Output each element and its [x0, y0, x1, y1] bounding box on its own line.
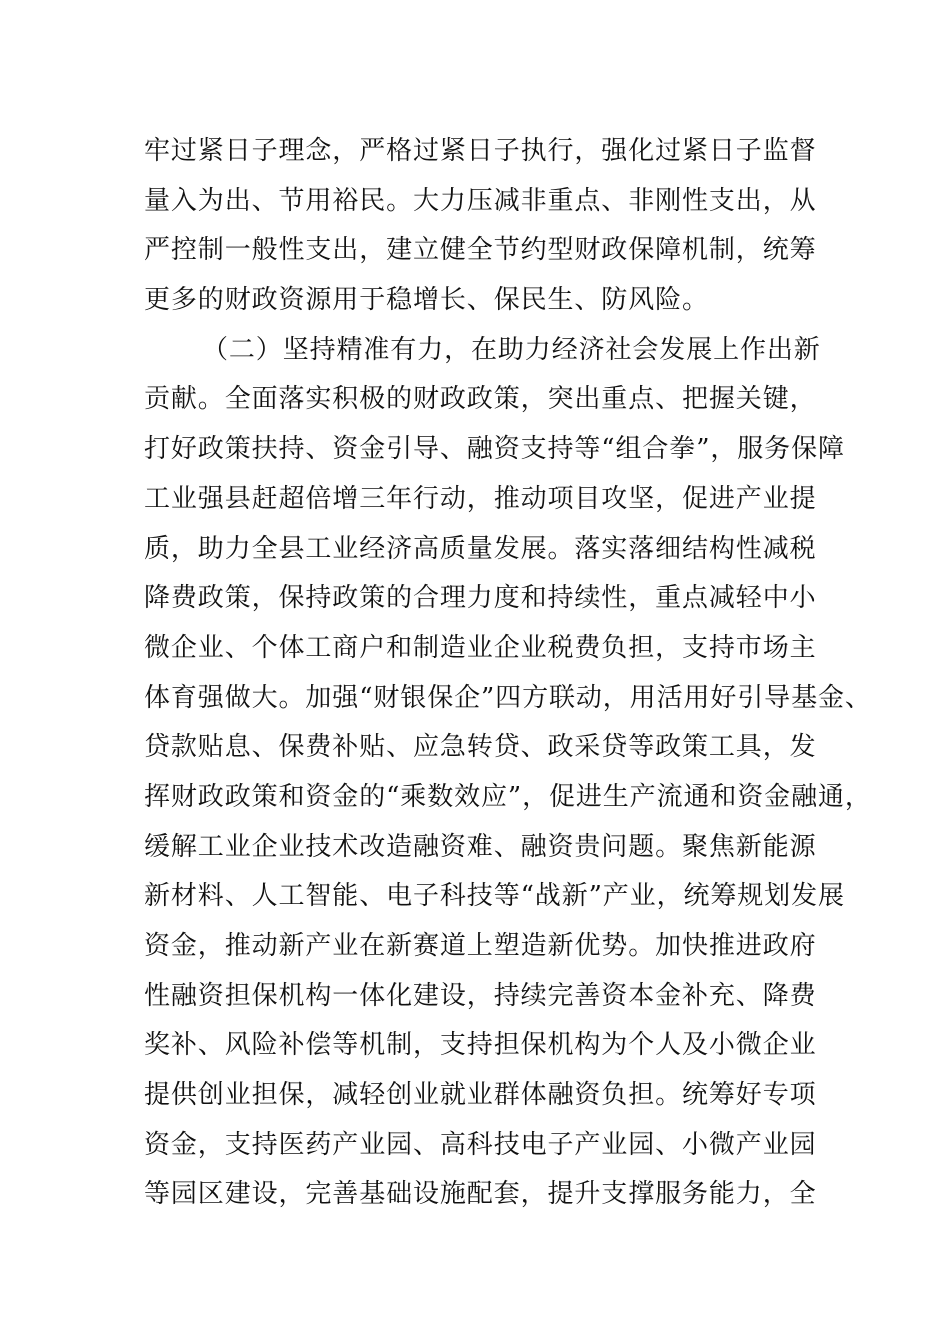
text-line: 缓解工业企业技术改造融资难、融资贵问题。聚焦新能源: [144, 831, 817, 862]
text-line: 量入为出、节用裕民。大力压减非重点、非刚性支出，从: [144, 185, 817, 216]
text-line: 微企业、个体工商户和制造业企业税费负担，支持市场主: [144, 632, 817, 663]
text-line: 贡献。全面落实积极的财政政策，突出重点、把握关键，: [144, 384, 817, 415]
text-line: 牢过紧日子理念，严格过紧日子执行，强化过紧日子监督: [144, 136, 817, 166]
text-line: 更多的财政资源用于稳增长、保民生、防风险。: [144, 285, 709, 316]
text-line: 贷款贴息、保费补贴、应急转贷、政采贷等政策工具，发: [144, 732, 817, 763]
body-text: [144, 127, 872, 1220]
text-line: 新材料、人工智能、电子科技等“战新”产业，统筹规划发展: [144, 881, 845, 912]
text-line: 资金，推动新产业在新赛道上塑造新优势。加快推进政府: [144, 931, 817, 961]
section-heading-line: （二）坚持精准有力，在助力经济社会发展上作出新: [202, 334, 821, 365]
text-line: 降费政策，保持政策的合理力度和持续性，重点减轻中小: [144, 583, 817, 614]
text-line: 奖补、风险补偿等机制，支持担保机构为个人及小微企业: [144, 1030, 817, 1061]
text-line: 性融资担保机构一体化建设，持续完善资本金补充、降费: [144, 980, 817, 1011]
text-line: 打好政策扶持、资金引导、融资支持等“组合拳”，服务保障: [144, 434, 845, 465]
text-line: 提供创业担保，减轻创业就业群体融资负担。统筹好专项: [144, 1080, 817, 1111]
text-line: 严控制一般性支出，建立健全节约型财政保障机制，统筹: [144, 235, 817, 266]
text-line: 资金，支持医药产业园、高科技电子产业园、小微产业园: [144, 1129, 817, 1160]
text-line: 体育强做大。加强“财银保企”四方联动，用活用好引导基金、: [144, 682, 872, 713]
text-line: 等园区建设，完善基础设施配套，提升支撑服务能力，全: [144, 1179, 817, 1210]
text-line: 质，助力全县工业经济高质量发展。落实落细结构性减税: [144, 533, 817, 564]
text-line: 挥财政政策和资金的“乘数效应”，促进生产流通和资金融通，: [144, 781, 872, 812]
text-line: 工业强县赶超倍增三年行动，推动项目攻坚，促进产业提: [144, 483, 817, 514]
